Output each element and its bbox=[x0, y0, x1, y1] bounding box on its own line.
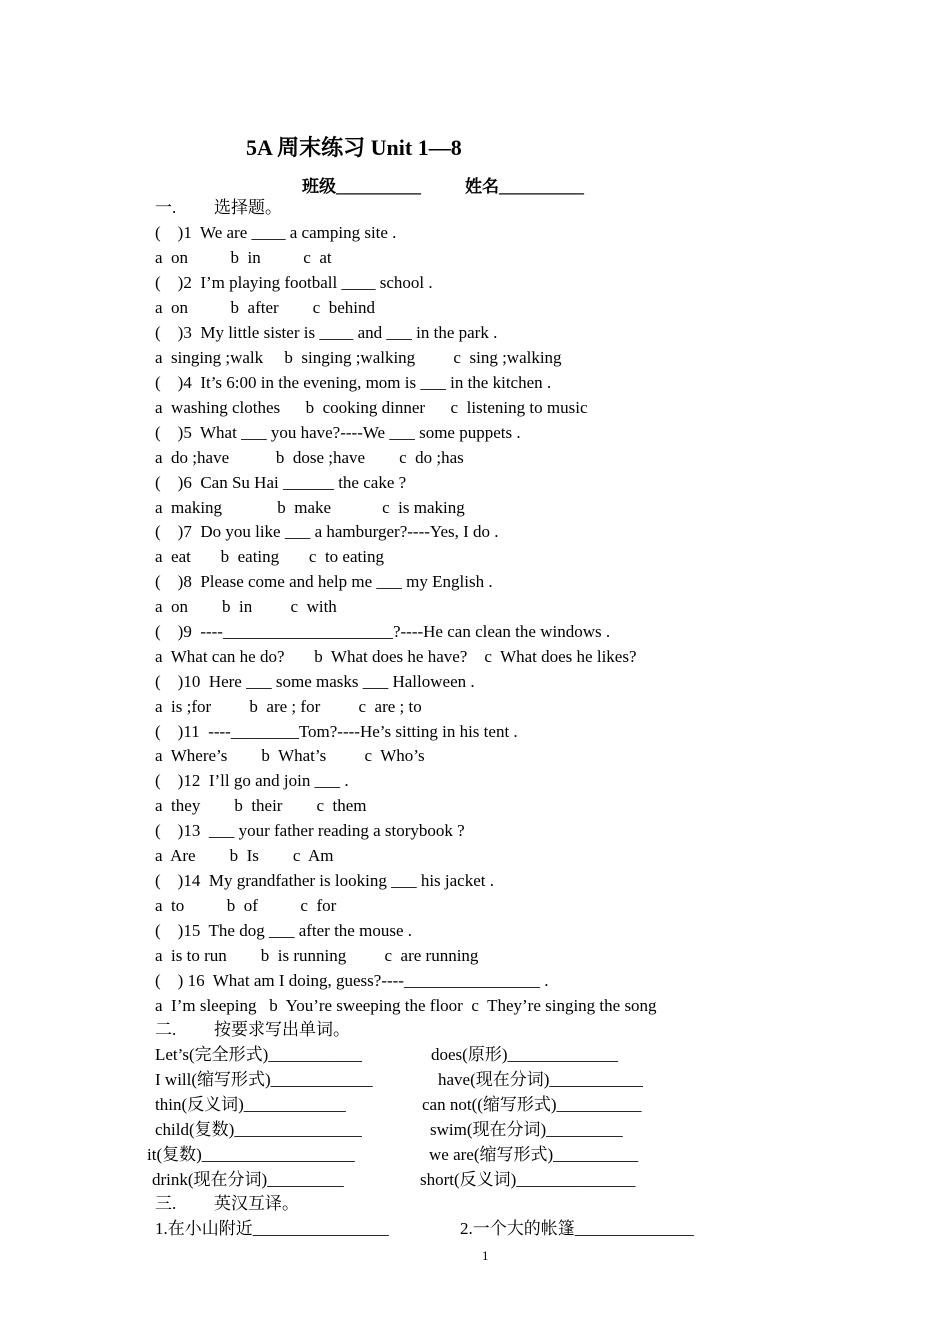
section2-number: 二. bbox=[155, 1020, 177, 1039]
question-line: ( )1 We are ____ a camping site . bbox=[155, 223, 397, 242]
question-line: ( )11 ----________Tom?----He’s sitting in his tent . bbox=[155, 722, 518, 741]
word-task-left: thin(反义词)____________ bbox=[155, 1095, 346, 1114]
word-task-right: can not((缩写形式)__________ bbox=[422, 1095, 642, 1114]
question-line: ( )3 My little sister is ____ and ___ in the park . bbox=[155, 323, 498, 342]
question-line: ( )15 The dog ___ after the mouse . bbox=[155, 921, 412, 940]
question-line: ( )13 ___ your father reading a storybook ? bbox=[155, 821, 465, 840]
options-line: a to b of c for bbox=[155, 896, 337, 915]
options-line: a Where’s b What’s c Who’s bbox=[155, 746, 425, 765]
section3-number: 三. bbox=[155, 1194, 177, 1213]
section1-number: 一. bbox=[155, 198, 177, 217]
question-line: ( ) 16 What am I doing, guess?----________________ . bbox=[155, 971, 549, 990]
options-line: a What can he do? b What does he have? c What does he likes? bbox=[155, 647, 637, 666]
word-task-left: I will(缩写形式)____________ bbox=[155, 1070, 373, 1089]
options-line: a is to run b is running c are running bbox=[155, 946, 479, 965]
options-line: a they b their c them bbox=[155, 796, 367, 815]
question-line: ( )14 My grandfather is looking ___ his jacket . bbox=[155, 871, 494, 890]
options-line: a is ;for b are ; for c are ; to bbox=[155, 697, 422, 716]
word-task-right: short(反义词)______________ bbox=[420, 1170, 636, 1189]
name-field: 姓名__________ bbox=[465, 177, 584, 196]
options-line: a I’m sleeping b You’re sweeping the floor c They’re singing the song bbox=[155, 996, 657, 1015]
question-line: ( )5 What ___ you have?----We ___ some puppets . bbox=[155, 423, 521, 442]
word-task-right: have(现在分词)___________ bbox=[438, 1070, 643, 1089]
word-task-left: Let’s(完全形式)___________ bbox=[155, 1045, 362, 1064]
section3-heading: 英汉互译。 bbox=[214, 1194, 299, 1213]
section1-heading: 选择题。 bbox=[214, 198, 282, 217]
options-line: a eat b eating c to eating bbox=[155, 547, 384, 566]
options-line: a do ;have b dose ;have c do ;has bbox=[155, 448, 464, 467]
word-task-left: drink(现在分词)_________ bbox=[152, 1170, 344, 1189]
options-line: a on b after c behind bbox=[155, 298, 375, 317]
section2-heading: 按要求写出单词。 bbox=[214, 1020, 350, 1039]
question-line: ( )10 Here ___ some masks ___ Halloween . bbox=[155, 672, 475, 691]
question-line: ( )8 Please come and help me ___ my English . bbox=[155, 572, 493, 591]
question-line: ( )7 Do you like ___ a hamburger?----Yes, I do . bbox=[155, 522, 499, 541]
class-field: 班级__________ bbox=[302, 177, 421, 196]
word-task-right: does(原形)_____________ bbox=[431, 1045, 618, 1064]
options-line: a singing ;walk b singing ;walking c sing ;walking bbox=[155, 348, 562, 367]
translation-task-left: 1.在小山附近________________ bbox=[155, 1219, 389, 1238]
options-line: a washing clothes b cooking dinner c listening to music bbox=[155, 398, 588, 417]
options-line: a Are b Is c Am bbox=[155, 846, 334, 865]
options-line: a on b in c with bbox=[155, 597, 337, 616]
translation-task-right: 2.一个大的帐篷______________ bbox=[460, 1219, 694, 1238]
word-task-right: swim(现在分词)_________ bbox=[430, 1120, 623, 1139]
question-line: ( )12 I’ll go and join ___ . bbox=[155, 771, 349, 790]
page-number: 1 bbox=[482, 1248, 489, 1263]
question-line: ( )9 ----____________________?----He can clean the windows . bbox=[155, 622, 611, 641]
question-line: ( )4 It’s 6:00 in the evening, mom is ___ in the kitchen . bbox=[155, 373, 552, 392]
word-task-left: it(复数)__________________ bbox=[147, 1145, 355, 1164]
question-line: ( )2 I’m playing football ____ school . bbox=[155, 273, 433, 292]
page-title: 5A 周末练习 Unit 1—8 bbox=[246, 135, 462, 160]
options-line: a making b make c is making bbox=[155, 498, 465, 517]
question-line: ( )6 Can Su Hai ______ the cake ? bbox=[155, 473, 407, 492]
word-task-right: we are(缩写形式)__________ bbox=[429, 1145, 639, 1164]
options-line: a on b in c at bbox=[155, 248, 332, 267]
word-task-left: child(复数)_______________ bbox=[155, 1120, 362, 1139]
